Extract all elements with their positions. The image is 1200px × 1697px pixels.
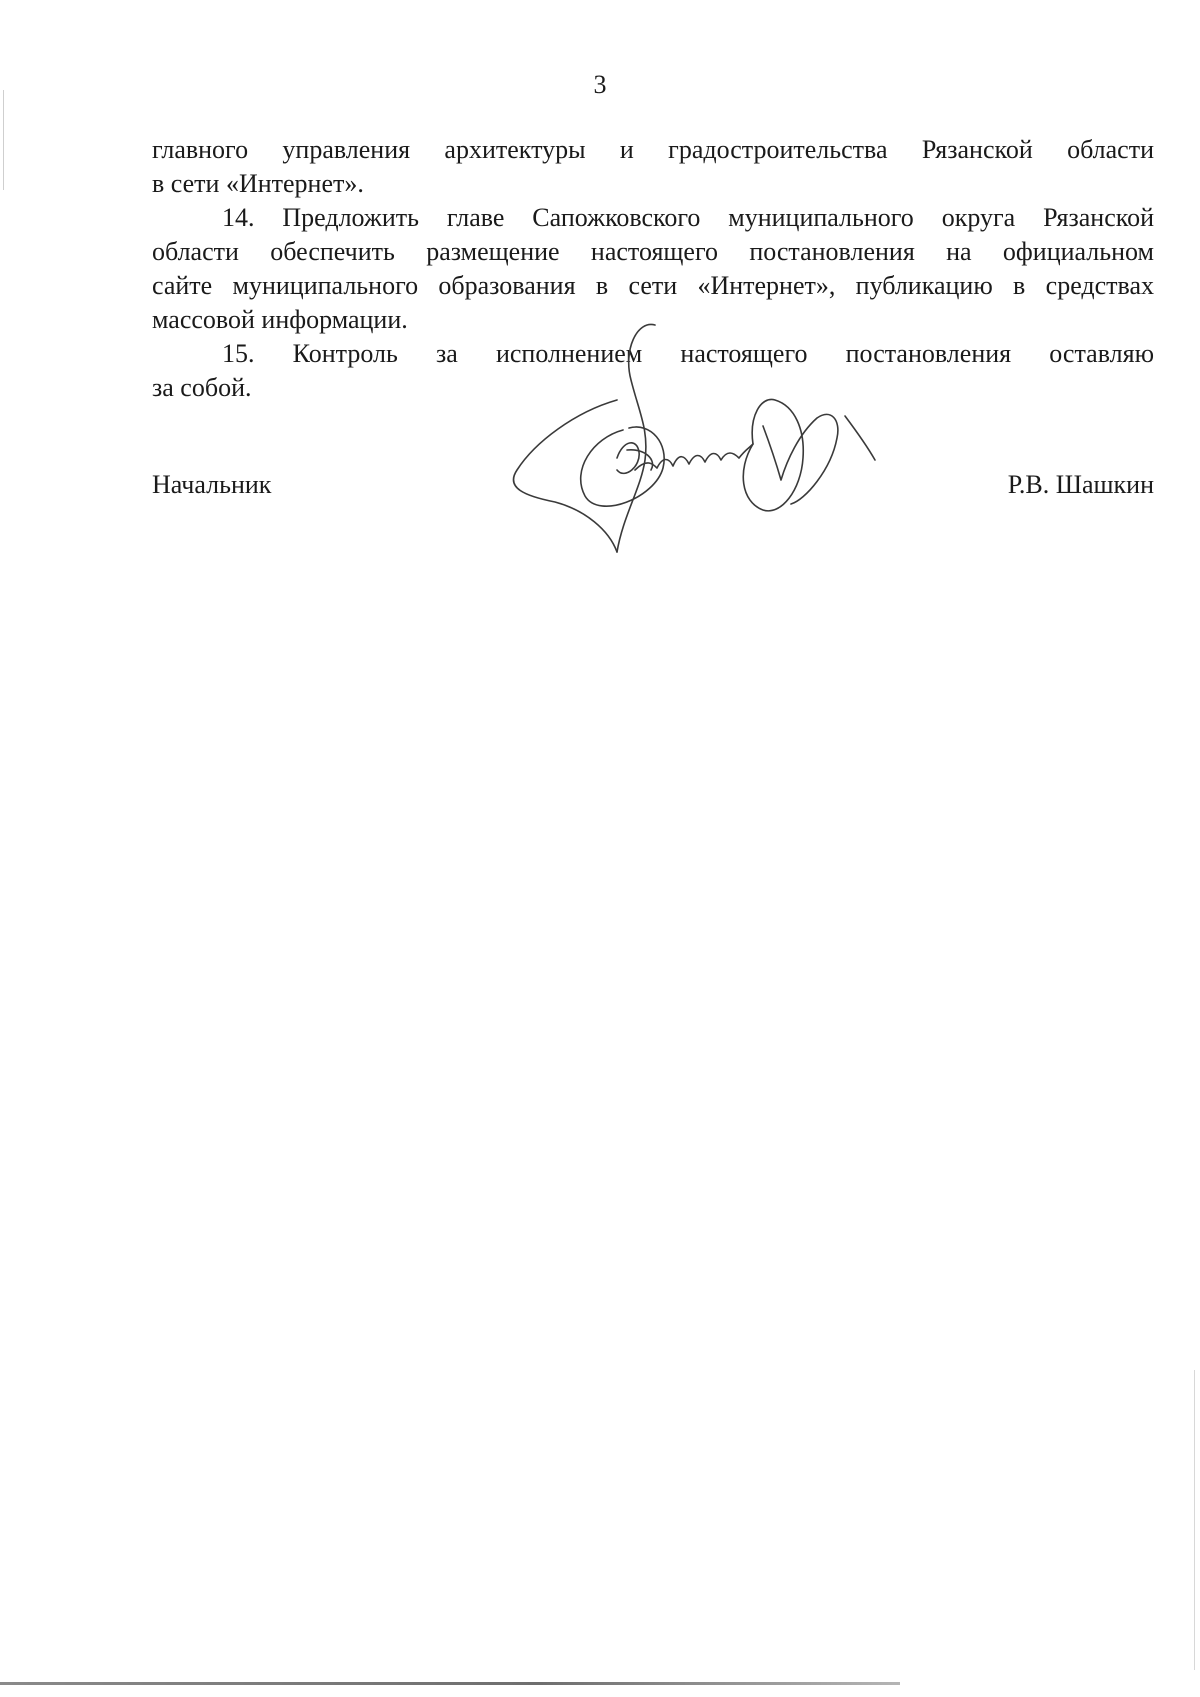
text-line: в сети «Интернет». xyxy=(152,169,364,198)
scan-edge-left xyxy=(3,90,4,190)
handwritten-signature xyxy=(505,320,895,560)
page-number: 3 xyxy=(593,70,607,99)
signatory-name: Р.В. Шашкин xyxy=(1007,470,1154,499)
text-line: сайте муниципального образования в сети «Интернет», публикацию в средствах xyxy=(152,271,1154,300)
position-title: Начальник xyxy=(152,470,272,499)
text-line: 14. Предложить главе Сапожковского муниципального округа Рязанской xyxy=(222,203,1154,232)
scan-artifact-line xyxy=(0,1682,900,1685)
text-line: массовой информации. xyxy=(152,305,408,334)
text-line: области обеспечить размещение настоящего постановления на официальном xyxy=(152,237,1154,266)
paragraph-continued xyxy=(152,133,1154,201)
text-line: 15. Контроль за исполнением настоящего постановления оставляю xyxy=(222,339,1154,368)
text-line: за собой. xyxy=(152,373,252,402)
scan-edge-right xyxy=(1194,1370,1195,1670)
text-line: главного управления архитектуры и градостроительства Рязанской области xyxy=(152,135,1154,164)
signature-block xyxy=(152,468,1154,508)
paragraph-14 xyxy=(152,201,1154,337)
